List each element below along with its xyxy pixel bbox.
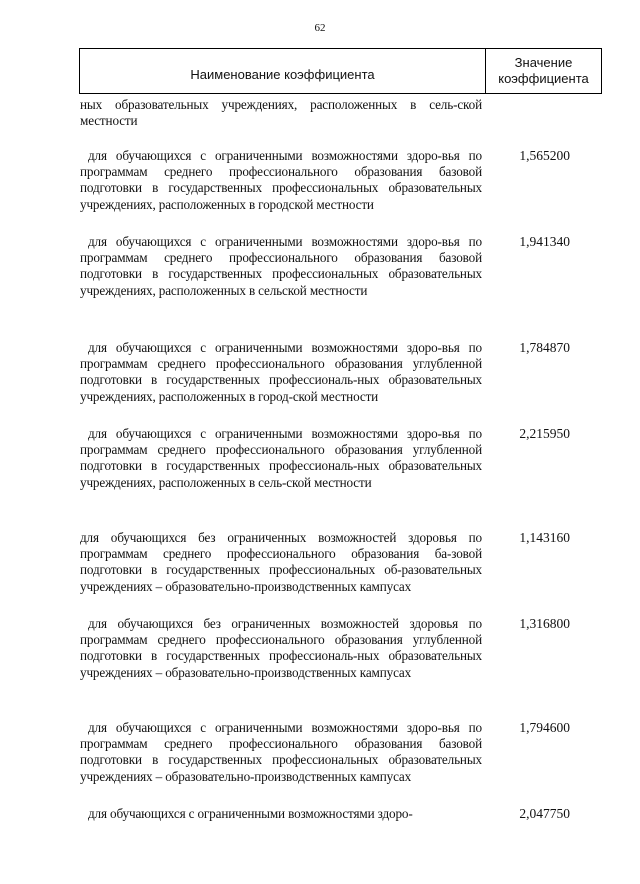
table-row xyxy=(80,340,570,405)
header-name-column: Наименование коэффициента xyxy=(80,49,486,93)
row-text: для обучающихся с ограниченными возможностями здоро-вья по программам среднего профессионального образования углубленной подготовки в государственных профессиональ-ных образовательных учреждениях, расположенных в сель-ской местности xyxy=(80,426,482,490)
header-value-line2: коэффициента xyxy=(498,71,589,86)
row-value: 1,784870 xyxy=(519,340,570,355)
table-row xyxy=(80,616,570,681)
header-value-line1: Значение xyxy=(514,55,573,70)
row-text: для обучающихся с ограниченными возможностями здоро-вья по программам среднего профессионального образования базовой подготовки в государственных профессиональных образовательных учреждениях, расположенных в сельской местности xyxy=(80,234,482,298)
row-value: 2,215950 xyxy=(519,426,570,441)
table-row xyxy=(80,148,570,213)
table-row xyxy=(80,97,570,129)
row-text: для обучающихся без ограниченных возможностей здоровья по программам среднего профессионального образования ба-зовой подготовки в государственных профессиональных об-разовательных учреждениях – образовательно-производственных кампусах xyxy=(80,530,482,594)
row-text: для обучающихся с ограниченными возможностями здоро-вья по программам среднего профессионального образования углубленной подготовки в государственных профессиональ-ных образовательных учреждениях, расположенных в город-ской местности xyxy=(80,340,482,404)
header-value-column xyxy=(486,49,601,93)
row-value: 1,794600 xyxy=(519,720,570,735)
row-text: для обучающихся с ограниченными возможностями здоро-вья по программам среднего профессионального образования базовой подготовки в государственных профессиональных образовательных учреждениях, расположенных в городской местности xyxy=(80,148,482,212)
row-value: 1,143160 xyxy=(519,530,570,545)
row-value: 1,316800 xyxy=(519,616,570,631)
row-text: для обучающихся без ограниченных возможностей здоровья по программам среднего профессионального образования углубленной подготовки в государственных профессиональ-ных образовательных учреждениях – образовательно-производственных кампусах xyxy=(80,616,482,680)
table-row xyxy=(80,530,570,595)
page-number: 62 xyxy=(314,22,326,34)
row-text: для обучающихся с ограниченными возможностями здоро-вья по программам среднего профессионального образования базовой подготовки в государственных профессиональных образовательных учреждениях – образовательно-производственных кампусах xyxy=(80,720,482,784)
row-text: для обучающихся с ограниченными возможностями здоро- xyxy=(88,806,413,821)
row-value: 1,941340 xyxy=(519,234,570,249)
table-row xyxy=(80,426,570,491)
table-row xyxy=(80,720,570,785)
row-text: ных образовательных учреждениях, расположенных в сель-ской местности xyxy=(80,97,482,129)
table-header xyxy=(79,48,602,94)
table-row xyxy=(80,806,570,822)
row-value: 1,565200 xyxy=(519,148,570,163)
row-value: 2,047750 xyxy=(519,806,570,821)
table-row xyxy=(80,234,570,299)
